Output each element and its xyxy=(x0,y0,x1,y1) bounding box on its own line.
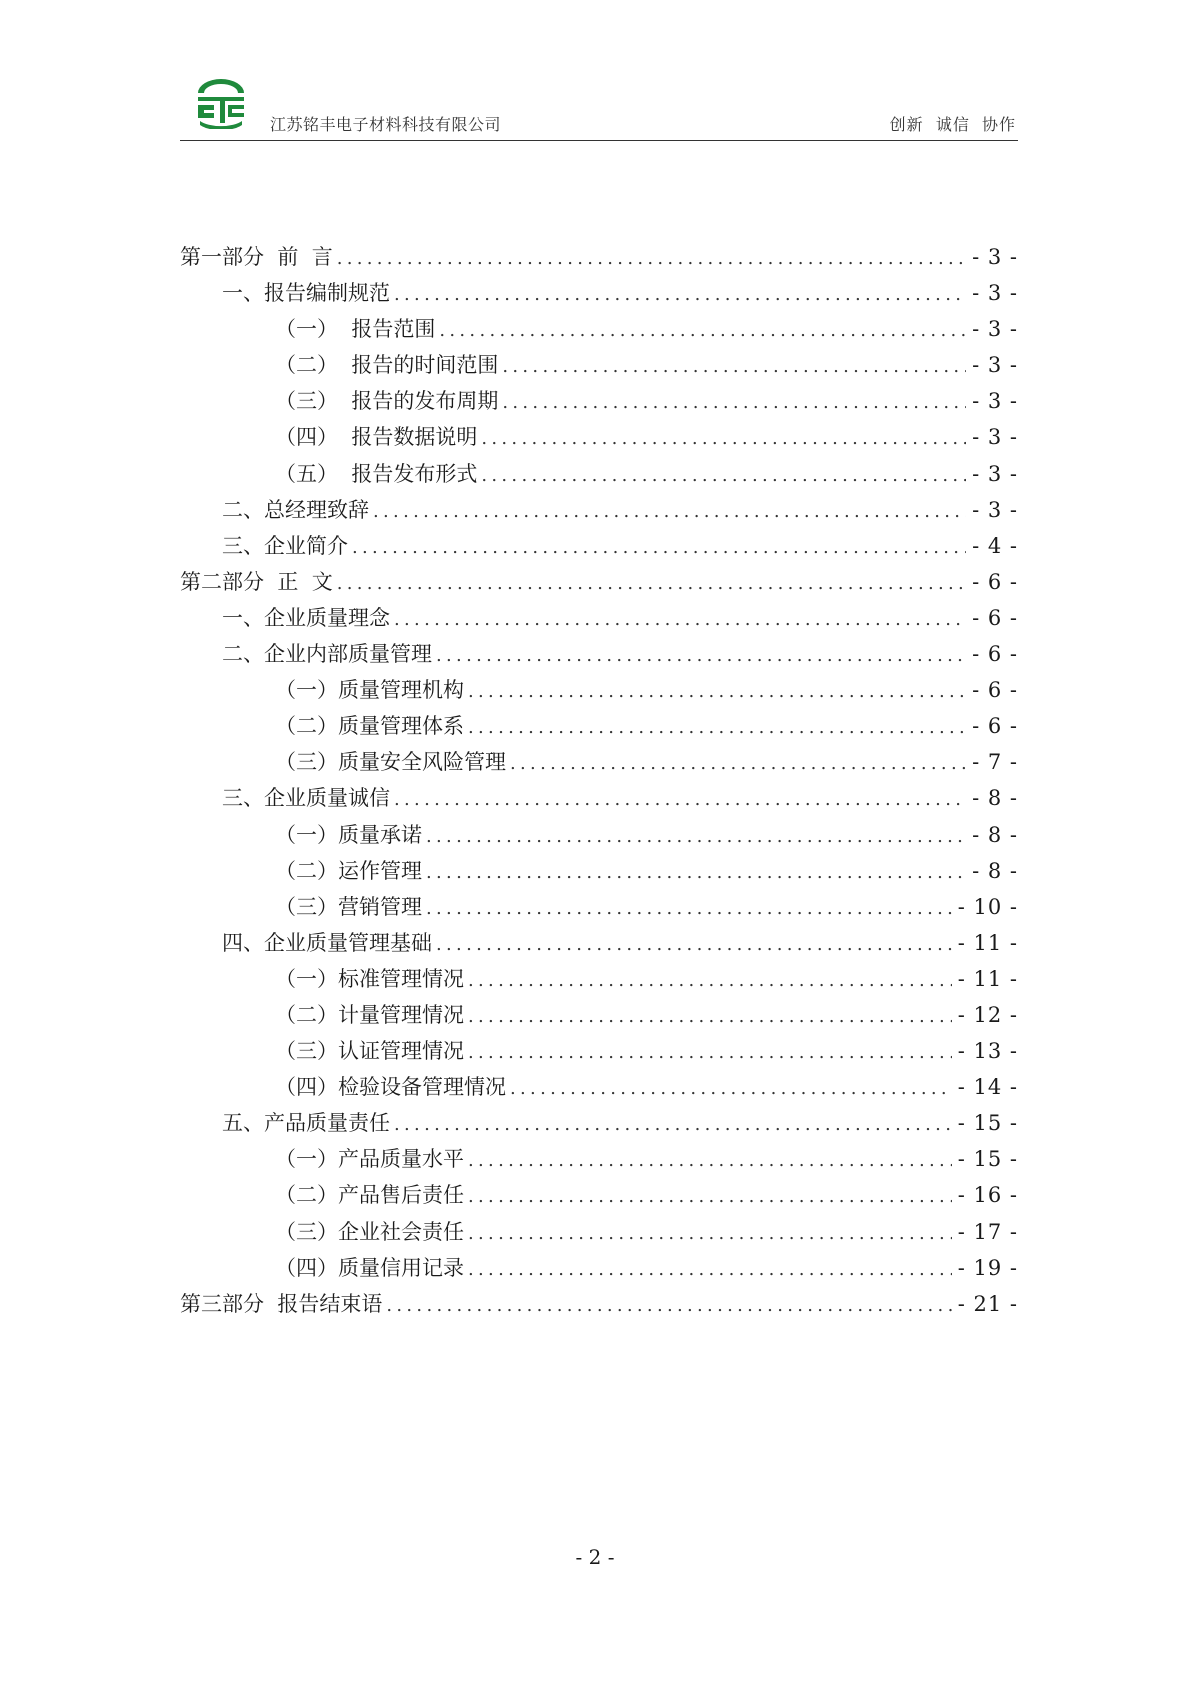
toc-entry[interactable] xyxy=(180,1069,1018,1105)
toc-entry-page: - 7 - xyxy=(972,750,1018,775)
toc-dot-leader xyxy=(468,710,966,746)
toc-entry-page: - 8 - xyxy=(972,822,1018,847)
toc-entry-page: - 3 - xyxy=(972,389,1018,414)
toc-dot-leader xyxy=(386,1288,951,1324)
toc-entry-title: 三、企业质量诚信 xyxy=(222,786,390,811)
toc-dot-leader xyxy=(394,602,966,638)
toc-entry-title: （二）产品售后责任 xyxy=(275,1183,464,1208)
toc-entry-title: 四、企业质量管理基础 xyxy=(222,930,432,955)
page-number: - 2 - xyxy=(575,1545,615,1569)
toc-entry-title: （二）质量管理体系 xyxy=(275,714,464,739)
toc-dot-leader xyxy=(468,1035,952,1071)
toc-entry-title: （四） 报告数据说明 xyxy=(275,425,478,450)
toc-dot-leader xyxy=(337,241,966,277)
toc-entry-page: - 6 - xyxy=(972,569,1018,594)
toc-entry-page: - 6 - xyxy=(972,714,1018,739)
toc-entry-title: （三）认证管理情况 xyxy=(275,1039,464,1064)
toc-entry[interactable] xyxy=(180,347,1018,383)
toc-dot-leader xyxy=(510,1071,952,1107)
toc-entry-page: - 6 - xyxy=(972,605,1018,630)
toc-dot-leader xyxy=(510,746,966,782)
toc-entry-page: - 6 - xyxy=(972,642,1018,667)
toc-dot-leader xyxy=(468,674,966,710)
toc-entry[interactable] xyxy=(180,383,1018,419)
toc-entry-title: （四）检验设备管理情况 xyxy=(275,1075,506,1100)
toc-entry-title: （二）运作管理 xyxy=(275,858,422,883)
toc-dot-leader xyxy=(337,566,966,602)
toc-dot-leader xyxy=(468,1216,952,1252)
table-of-contents xyxy=(180,239,1018,1322)
toc-entry-page: - 4 - xyxy=(972,533,1018,558)
toc-entry[interactable] xyxy=(180,239,1018,275)
toc-entry-title: 一、报告编制规范 xyxy=(222,281,390,306)
toc-entry[interactable] xyxy=(180,1141,1018,1177)
toc-entry[interactable] xyxy=(180,744,1018,780)
toc-entry[interactable] xyxy=(180,1286,1018,1322)
toc-entry[interactable] xyxy=(180,311,1018,347)
toc-entry-page: - 3 - xyxy=(972,461,1018,486)
toc-entry[interactable] xyxy=(180,1033,1018,1069)
toc-entry[interactable] xyxy=(180,456,1018,492)
toc-entry-title: （一）质量承诺 xyxy=(275,822,422,847)
toc-entry-title: （一） 报告范围 xyxy=(275,317,436,342)
toc-entry[interactable] xyxy=(180,1177,1018,1213)
toc-dot-leader xyxy=(468,1252,952,1288)
toc-dot-leader xyxy=(394,277,966,313)
toc-dot-leader xyxy=(426,819,966,855)
toc-entry-page: - 3 - xyxy=(972,317,1018,342)
company-name: 江苏铭丰电子材料科技有限公司 xyxy=(270,115,502,134)
toc-entry[interactable] xyxy=(180,672,1018,708)
toc-entry-title: （五） 报告发布形式 xyxy=(275,461,478,486)
toc-entry-page: - 19 - xyxy=(957,1255,1018,1280)
toc-dot-leader xyxy=(426,891,952,927)
toc-entry-page: - 8 - xyxy=(972,786,1018,811)
toc-dot-leader xyxy=(373,494,966,530)
toc-entry-title: （三） 报告的发布周期 xyxy=(275,389,499,414)
header-motto: 创新 诚信 协作 xyxy=(889,115,1016,134)
toc-entry[interactable] xyxy=(180,492,1018,528)
toc-entry[interactable] xyxy=(180,1214,1018,1250)
page-header xyxy=(180,70,1018,141)
toc-entry-title: 第二部分 正 文 xyxy=(180,569,333,594)
toc-entry-title: （二） 报告的时间范围 xyxy=(275,353,499,378)
toc-dot-leader xyxy=(352,530,966,566)
toc-entry-title: （三）营销管理 xyxy=(275,894,422,919)
toc-entry-page: - 3 - xyxy=(972,353,1018,378)
toc-entry-title: （一）产品质量水平 xyxy=(275,1147,464,1172)
toc-entry[interactable] xyxy=(180,1250,1018,1286)
toc-entry[interactable] xyxy=(180,961,1018,997)
toc-entry[interactable] xyxy=(180,889,1018,925)
toc-entry-page: - 3 - xyxy=(972,497,1018,522)
toc-entry[interactable] xyxy=(180,528,1018,564)
toc-entry-title: （一）标准管理情况 xyxy=(275,966,464,991)
toc-entry-title: （一）质量管理机构 xyxy=(275,678,464,703)
toc-entry-title: （三）企业社会责任 xyxy=(275,1219,464,1244)
toc-entry-title: （四）质量信用记录 xyxy=(275,1255,464,1280)
toc-entry[interactable] xyxy=(180,925,1018,961)
toc-dot-leader xyxy=(426,855,966,891)
toc-dot-leader xyxy=(439,313,966,349)
toc-entry[interactable] xyxy=(180,780,1018,816)
toc-entry-page: - 3 - xyxy=(972,425,1018,450)
toc-entry-title: 第一部分 前 言 xyxy=(180,245,333,269)
toc-dot-leader xyxy=(502,349,966,385)
toc-dot-leader xyxy=(481,421,966,457)
toc-entry-page: - 8 - xyxy=(972,858,1018,883)
toc-entry-title: （二）计量管理情况 xyxy=(275,1002,464,1027)
toc-entry-title: 五、产品质量责任 xyxy=(222,1111,390,1136)
toc-dot-leader xyxy=(502,385,966,421)
toc-dot-leader xyxy=(436,927,952,963)
toc-entry-title: 三、企业简介 xyxy=(222,533,348,558)
toc-entry-page: - 3 - xyxy=(972,281,1018,306)
toc-entry-title: 二、总经理致辞 xyxy=(222,497,369,522)
toc-entry-page: - 10 - xyxy=(957,894,1018,919)
toc-entry-page: - 13 - xyxy=(957,1039,1018,1064)
toc-entry-page: - 14 - xyxy=(957,1075,1018,1100)
toc-dot-leader xyxy=(481,458,966,494)
toc-entry-page: - 21 - xyxy=(957,1291,1018,1316)
toc-entry-title: 第三部分 报告结束语 xyxy=(180,1291,383,1316)
toc-entry-title: （三）质量安全风险管理 xyxy=(275,750,506,775)
toc-entry-page: - 11 - xyxy=(957,930,1018,955)
toc-entry-page: - 12 - xyxy=(957,1002,1018,1027)
toc-entry[interactable] xyxy=(180,853,1018,889)
toc-dot-leader xyxy=(468,999,952,1035)
toc-entry[interactable] xyxy=(180,564,1018,600)
toc-entry[interactable] xyxy=(180,275,1018,311)
toc-dot-leader xyxy=(394,1107,952,1143)
toc-entry-page: - 17 - xyxy=(957,1219,1018,1244)
toc-entry[interactable] xyxy=(180,997,1018,1033)
toc-entry[interactable] xyxy=(180,708,1018,744)
toc-entry[interactable] xyxy=(180,600,1018,636)
toc-dot-leader xyxy=(468,1179,952,1215)
toc-entry-page: - 15 - xyxy=(957,1147,1018,1172)
toc-entry[interactable] xyxy=(180,419,1018,455)
toc-entry-page: - 3 - xyxy=(972,245,1018,269)
toc-entry[interactable] xyxy=(180,817,1018,853)
toc-entry-page: - 15 - xyxy=(957,1111,1018,1136)
toc-entry[interactable] xyxy=(180,1105,1018,1141)
company-logo-icon xyxy=(192,77,250,129)
toc-dot-leader xyxy=(468,1143,952,1179)
toc-entry-page: - 6 - xyxy=(972,678,1018,703)
toc-entry-page: - 16 - xyxy=(957,1183,1018,1208)
toc-entry-title: 二、企业内部质量管理 xyxy=(222,642,432,667)
toc-entry[interactable] xyxy=(180,636,1018,672)
toc-entry-title: 一、企业质量理念 xyxy=(222,605,390,630)
toc-dot-leader xyxy=(468,963,952,999)
toc-dot-leader xyxy=(436,638,966,674)
toc-dot-leader xyxy=(394,782,966,818)
toc-entry-page: - 11 - xyxy=(957,966,1018,991)
